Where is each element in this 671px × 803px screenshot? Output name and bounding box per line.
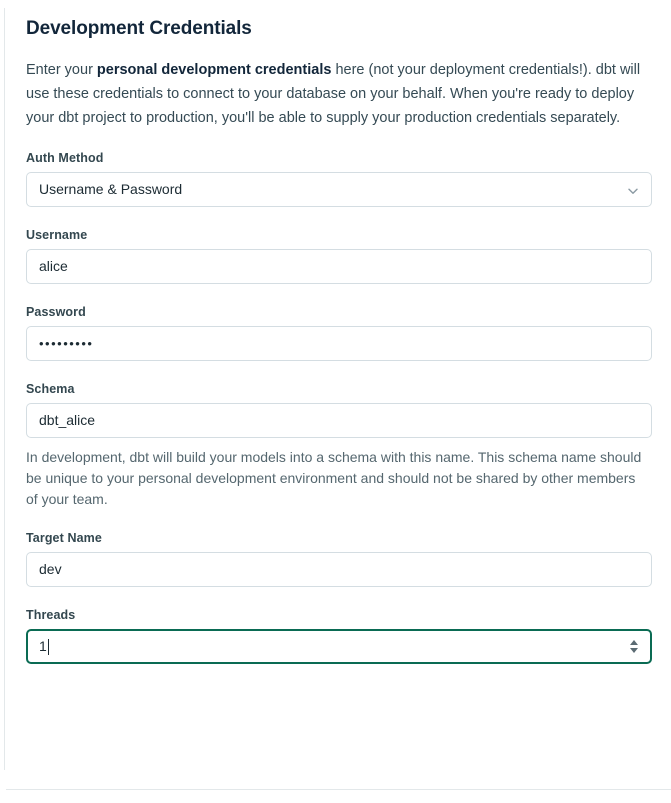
field-auth-method: [26, 151, 652, 207]
field-username: [26, 228, 652, 284]
page-title: Development Credentials: [26, 18, 252, 39]
schema-label: Schema: [26, 382, 75, 396]
field-password: [26, 305, 652, 361]
target-name-value: dev: [39, 561, 62, 577]
username-input[interactable]: [26, 249, 652, 284]
bottom-divider: [6, 789, 671, 790]
username-label: Username: [26, 228, 88, 242]
threads-value: 1: [39, 638, 47, 654]
threads-input[interactable]: [26, 629, 652, 664]
description-emphasis: personal development credentials: [96, 62, 332, 78]
auth-method-label: Auth Method: [26, 151, 104, 165]
password-value: •••••••••: [39, 336, 94, 351]
threads-label: Threads: [26, 608, 76, 622]
rail-gap-top: [0, 0, 6, 8]
schema-help-text: In development, dbt will build your models into a schema with this name. This schema name should be unique to your personal development environment and should not be shared by other members of your team.: [26, 449, 642, 507]
description-pre: Enter your: [26, 62, 97, 78]
target-name-input[interactable]: [26, 552, 652, 587]
target-name-label: Target Name: [26, 531, 102, 545]
schema-input[interactable]: [26, 403, 652, 438]
left-rail: [0, 0, 5, 803]
description-post: here (not your deployment credentials!). dbt will use these credentials to connect to your database on your behalf. When you're ready to deploy your dbt project to production, you'll be able to supply your production credentials separately.: [26, 62, 641, 126]
form-content: [26, 0, 652, 664]
auth-method-select[interactable]: [26, 172, 652, 207]
username-value: alice: [39, 258, 68, 274]
field-schema: [26, 382, 652, 510]
stepper-up-icon[interactable]: [630, 640, 638, 645]
number-stepper-icon[interactable]: [628, 637, 640, 657]
field-threads: [26, 608, 652, 664]
field-target-name: [26, 531, 652, 587]
chevron-down-icon: [627, 184, 639, 196]
rail-gap-bottom: [0, 770, 6, 803]
auth-method-value: Username & Password: [39, 181, 183, 197]
section-description: [26, 58, 648, 130]
password-input[interactable]: [26, 326, 652, 361]
stepper-down-icon[interactable]: [630, 648, 638, 653]
password-label: Password: [26, 305, 86, 319]
text-caret: [48, 639, 49, 655]
schema-value: dbt_alice: [39, 412, 96, 428]
